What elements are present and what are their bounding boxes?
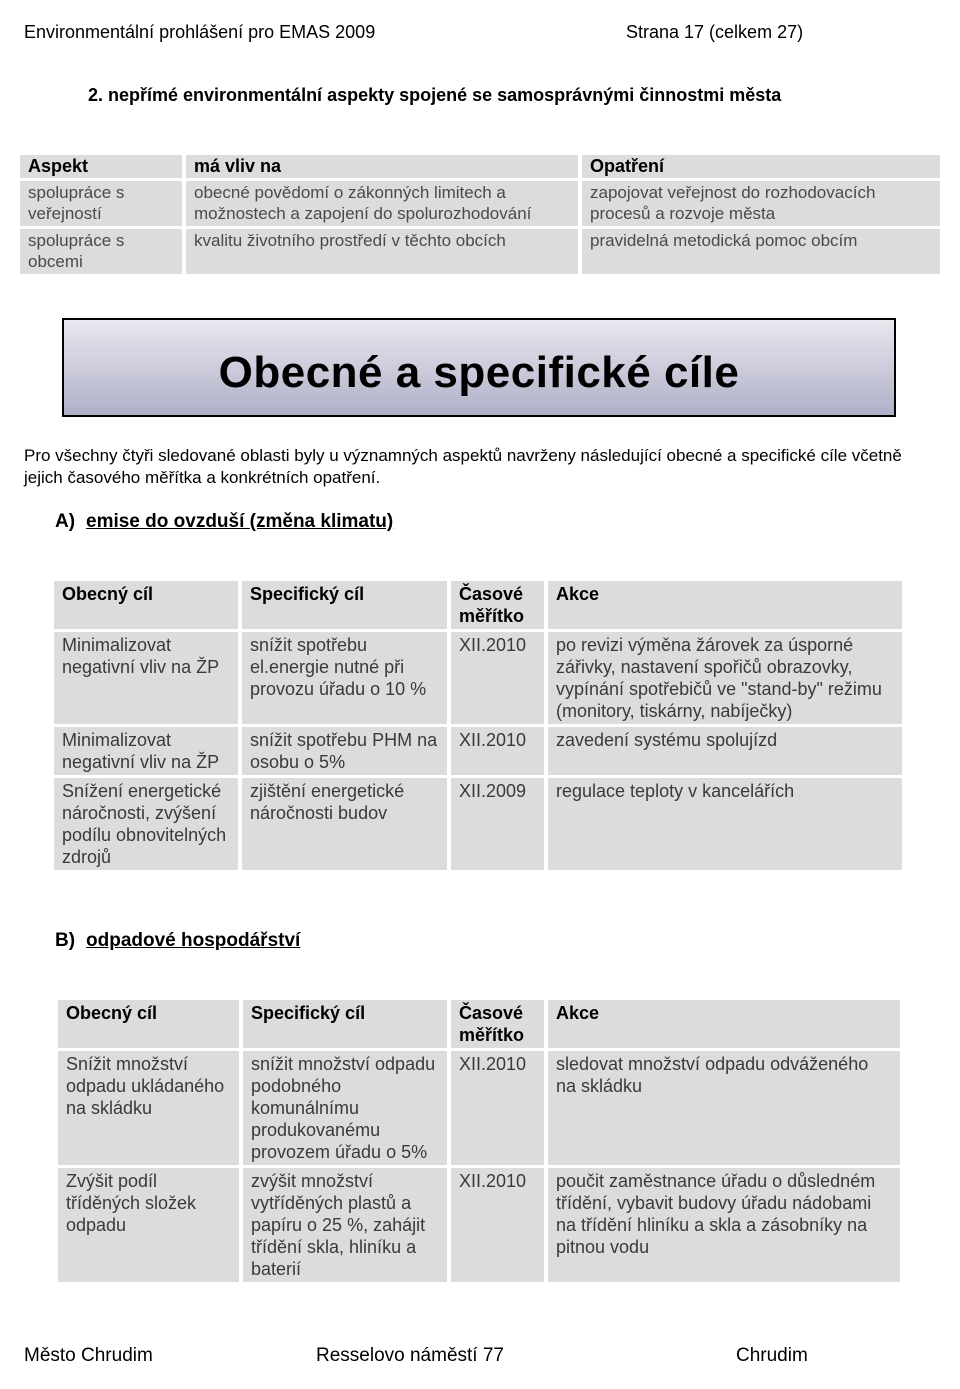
header-page-number: Strana 17 (celkem 27) — [626, 22, 804, 42]
table-row — [20, 181, 940, 226]
section-a-heading — [55, 511, 393, 533]
table-cell: spolupráce s obcemi — [20, 229, 182, 274]
table-cell: XII.2010 — [451, 1051, 544, 1165]
table-row — [54, 778, 902, 870]
table-row — [54, 632, 902, 724]
footer-address: Resselovo náměstí 77 — [316, 1345, 504, 1366]
table-cell: Minimalizovat negativní vliv na ŽP — [54, 632, 238, 724]
emissions-goals-table — [50, 578, 906, 873]
table-row — [58, 1051, 900, 1165]
section-b-title: odpadové hospodářství — [86, 930, 301, 951]
table-cell: XII.2010 — [451, 632, 544, 724]
table-cell: zapojovat veřejnost do rozhodovacích procesů a rozvoje města — [582, 181, 940, 226]
table-cell: pravidelná metodická pomoc obcím — [582, 229, 940, 274]
table-cell: XII.2009 — [451, 778, 544, 870]
table-row — [54, 727, 902, 775]
table-cell: zvýšit množství vytříděných plastů a papíru o 25 %, zahájit třídění skla, hliníku a baterií — [243, 1168, 447, 1282]
table-cell: Snížení energetické náročnosti, zvýšení podílu obnovitelných zdrojů — [54, 778, 238, 870]
column-header: Akce — [548, 581, 902, 629]
column-header: Specifický cíl — [243, 1000, 447, 1048]
section-a-label: A) — [55, 511, 76, 532]
table-cell: Snížit množství odpadu ukládaného na skládku — [58, 1051, 239, 1165]
table-cell: Minimalizovat negativní vliv na ŽP — [54, 727, 238, 775]
column-header: Obecný cíl — [58, 1000, 239, 1048]
chapter-banner — [62, 318, 896, 417]
column-header: Časové měřítko — [451, 1000, 544, 1048]
footer-city: Město Chrudim — [24, 1345, 153, 1366]
column-header: má vliv na — [186, 155, 578, 178]
section-title: 2. nepřímé environmentální aspekty spojené se samosprávnými činnostmi města — [88, 85, 782, 105]
table-cell: Zvýšit podíl tříděných složek odpadu — [58, 1168, 239, 1282]
section-b-heading — [55, 930, 300, 952]
table-header-row — [54, 581, 902, 629]
table-cell: XII.2010 — [451, 727, 544, 775]
column-header: Specifický cíl — [242, 581, 447, 629]
column-header: Akce — [548, 1000, 900, 1048]
section-a-title: emise do ovzduší (změna klimatu) — [86, 511, 394, 532]
waste-goals-table — [54, 997, 904, 1285]
table-cell: snížit spotřebu el.energie nutné při provozu úřadu o 10 % — [242, 632, 447, 724]
table-cell: zavedení systému spolujízd — [548, 727, 902, 775]
table-cell: po revizi výměna žárovek za úsporné zářivky, nastavení spořičů obrazovky, vypínání spotřebičů ve "stand-by" režimu (monitory, tiskárny, nabíječky) — [548, 632, 902, 724]
chapter-banner-title: Obecné a specifické cíle — [218, 348, 740, 397]
table-row — [58, 1168, 900, 1282]
table-row — [20, 229, 940, 274]
table-cell: regulace teploty v kancelářích — [548, 778, 902, 870]
table-cell: obecné povědomí o zákonných limitech a možnostech a zapojení do spolurozhodování — [186, 181, 578, 226]
table-cell: snížit množství odpadu podobného komunálnímu produkovanému provozem úřadu o 5% — [243, 1051, 447, 1165]
table-cell: zjištění energetické náročnosti budov — [242, 778, 447, 870]
table-cell: sledovat množství odpadu odváženého na skládku — [548, 1051, 900, 1165]
header-document-title: Environmentální prohlášení pro EMAS 2009 — [24, 22, 376, 42]
column-header: Obecný cíl — [54, 581, 238, 629]
column-header: Časové měřítko — [451, 581, 544, 629]
table-cell: XII.2010 — [451, 1168, 544, 1282]
column-header: Opatření — [582, 155, 940, 178]
table-cell: snížit spotřebu PHM na osobu o 5% — [242, 727, 447, 775]
table-cell: kvalitu životního prostředí v těchto obcích — [186, 229, 578, 274]
footer-town: Chrudim — [736, 1345, 808, 1366]
table-cell: spolupráce s veřejností — [20, 181, 182, 226]
table-cell: poučit zaměstnance úřadu o důsledném třídění, vybavit budovy úřadu nádobami na třídění hliníku a skla a zásobníky na pitnou vodu — [548, 1168, 900, 1282]
table-header-row — [20, 155, 940, 178]
table-header-row — [58, 1000, 900, 1048]
indirect-aspects-table — [16, 152, 944, 277]
column-header: Aspekt — [20, 155, 182, 178]
section-b-label: B) — [55, 930, 76, 951]
intro-paragraph: Pro všechny čtyři sledované oblasti byly u významných aspektů navrženy následující obecné a specifické cíle včetně jejich časového měřítka a konkrétních opatření. — [24, 446, 902, 487]
